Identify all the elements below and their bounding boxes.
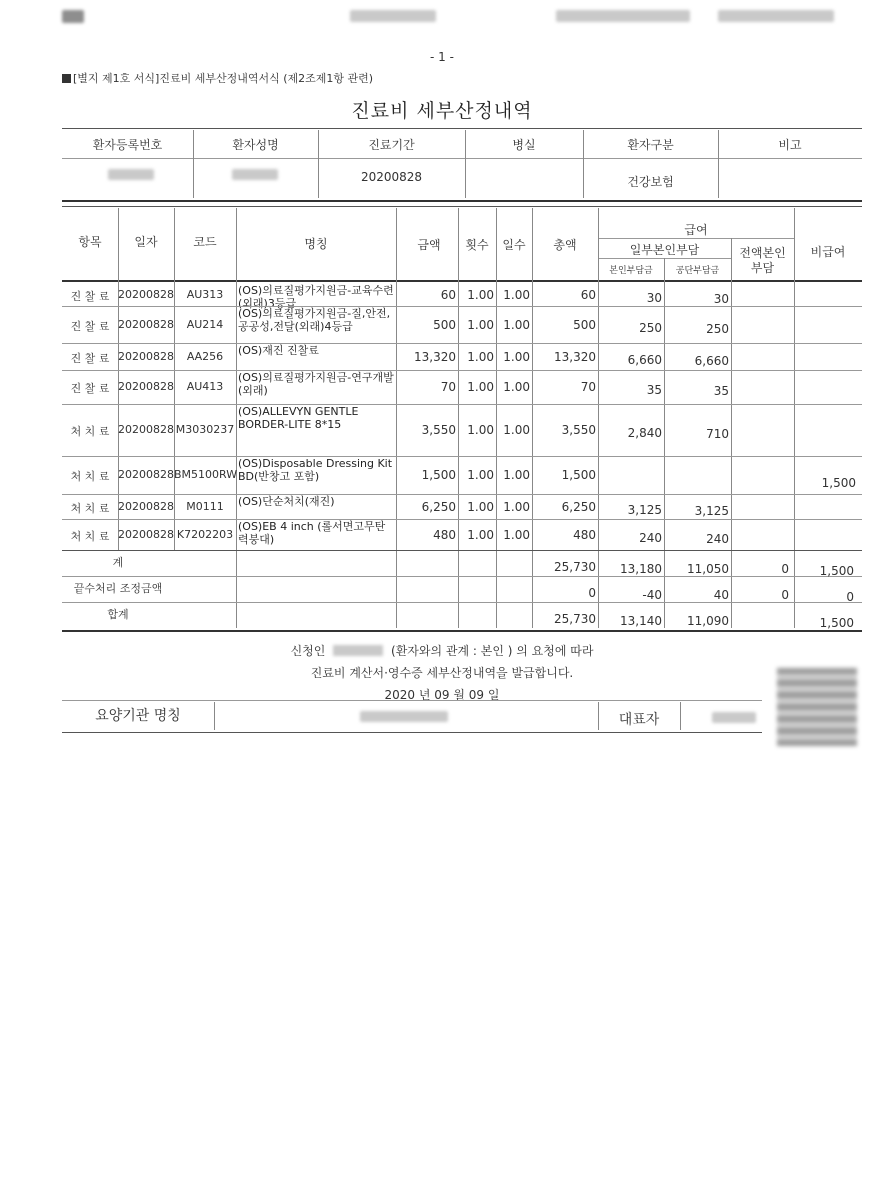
row-name: (OS)의료질평가지원금-질,안전,공공성,전달(외래)4등급: [238, 307, 391, 333]
redacted-header-4: [718, 10, 834, 22]
row-item: 처 치 료: [70, 470, 110, 483]
redacted-reg-no: [108, 169, 154, 180]
category-label: 환자구분: [627, 138, 674, 152]
form-reference: [62, 70, 373, 86]
applicant-suffix: (환자와의 관계 : 본인 ) 의 요청에 따라: [391, 644, 594, 658]
representative-label: 대표자: [618, 712, 660, 728]
totals-non-insured: 1,500: [819, 616, 854, 630]
row-public-pay: 250: [706, 321, 729, 336]
row-count: 1.00: [467, 423, 494, 437]
square-bullet-icon: [62, 74, 71, 83]
row-days: 1.00: [503, 468, 530, 482]
redacted-seal-stamp: [777, 668, 857, 746]
col-full-self: 전액본인: [739, 246, 786, 260]
row-days: 1.00: [503, 287, 530, 302]
page-number: - 1 -: [430, 50, 454, 64]
col-count: 횟수: [465, 238, 489, 252]
col-date: 일자: [134, 235, 158, 249]
row-public-pay: 710: [706, 427, 729, 441]
row-name: (OS)의료질평가지원금-교육수련(외래)3등급: [238, 284, 394, 310]
col-total: 총액: [553, 238, 577, 252]
row-public-pay: 6,660: [694, 353, 729, 368]
row-count: 1.00: [467, 468, 494, 482]
redacted-representative: [712, 712, 756, 723]
row-days: 1.00: [503, 349, 530, 364]
row-name: (OS)Disposable Dressing Kit BD(반창고 포함): [238, 457, 393, 483]
row-code: AU313: [186, 287, 224, 301]
row-divider: [62, 343, 862, 344]
row-self-pay: 30: [646, 290, 662, 305]
row-item: 진 찰 료: [70, 351, 110, 365]
row-code: AU214: [186, 317, 224, 331]
row-self-pay: 240: [639, 530, 662, 545]
redacted-patient-name: [232, 169, 278, 180]
row-divider: [62, 404, 862, 405]
row-date: 20200828: [118, 499, 174, 513]
row-divider: [62, 456, 862, 457]
redacted-header-2: [350, 10, 436, 22]
row-item: 처 치 료: [70, 501, 110, 515]
row-days: 1.00: [503, 423, 530, 437]
row-divider: [62, 519, 862, 520]
col-non-insured: 비급여: [810, 245, 846, 259]
row-self-pay: 6,660: [627, 352, 662, 367]
remark-label: 비고: [778, 138, 802, 152]
row-count: 1.00: [467, 527, 494, 542]
row-date: 20200828: [118, 349, 174, 363]
col-full-self-2: 부담: [750, 261, 775, 275]
totals-total: 25,730: [554, 612, 596, 626]
row-public-pay: 240: [706, 531, 729, 546]
row-public-pay: 30: [713, 291, 729, 306]
col-item: 항목: [78, 235, 102, 249]
reg-no-label: 환자등록번호: [92, 138, 163, 152]
row-non-insured: 1,500: [821, 476, 856, 490]
totals-non-insured: 1,500: [819, 564, 854, 578]
totals-non-insured: 0: [846, 590, 854, 604]
row-code: K7202203: [176, 527, 234, 541]
row-days: 1.00: [503, 380, 530, 394]
row-code: BM5100RW: [174, 468, 238, 481]
row-date: 20200828: [118, 380, 174, 393]
col-days: 일수: [502, 238, 526, 252]
row-amount: 1,500: [421, 468, 456, 482]
row-date: 20200828: [118, 287, 174, 301]
totals-self-pay: -40: [642, 588, 662, 602]
row-name: (OS)의료질평가지원금-연구개발(외래): [238, 371, 394, 397]
row-self-pay: 2,840: [627, 426, 662, 440]
row-date: 20200828: [118, 423, 174, 436]
row-date: 20200828: [118, 317, 174, 331]
totals-total: 0: [588, 586, 596, 600]
row-date: 20200828: [118, 527, 174, 541]
row-total: 3,550: [561, 423, 596, 437]
row-count: 1.00: [467, 317, 494, 332]
col-self-pay: 본인부담금: [609, 266, 653, 276]
row-public-pay: 3,125: [694, 503, 729, 518]
row-amount: 60: [440, 287, 456, 302]
applicant-prefix: 신청인: [290, 644, 326, 658]
row-count: 1.00: [467, 380, 494, 394]
row-total: 6,250: [561, 499, 596, 514]
row-item: 진 찰 료: [70, 289, 110, 303]
period-label: 진료기간: [368, 138, 415, 152]
row-item: 진 찰 료: [70, 382, 110, 395]
totals-full-self: 0: [781, 562, 789, 576]
row-total: 60: [580, 287, 596, 302]
row-item: 처 치 료: [70, 425, 110, 438]
totals-full-self: 0: [781, 588, 789, 602]
row-code: AA256: [186, 349, 224, 363]
row-amount: 70: [440, 380, 456, 394]
document-title: 진료비 세부산정내역: [351, 100, 533, 122]
row-name: (OS)단순처치(재진): [238, 495, 335, 508]
applicant-line: [0, 642, 884, 659]
row-total: 70: [580, 380, 596, 394]
row-count: 1.00: [467, 287, 494, 302]
row-item: 처 치 료: [70, 529, 110, 543]
col-public-pay: 공단부담금: [675, 266, 720, 276]
row-days: 1.00: [503, 527, 530, 542]
issue-date: 2020 년 09 월 09 일: [384, 688, 500, 702]
row-self-pay: 3,125: [627, 502, 662, 517]
col-amount: 금액: [417, 238, 441, 252]
row-total: 13,320: [554, 349, 596, 364]
row-self-pay: 35: [646, 383, 662, 397]
col-insured: 급여: [684, 223, 708, 237]
row-name: (OS)EB 4 inch (롤서면고무탄력붕대): [238, 520, 386, 546]
row-amount: 480: [433, 527, 456, 542]
row-name: (OS)재진 진찰료: [238, 344, 319, 357]
col-copay: 일부본인부담: [629, 243, 700, 257]
period-value: 20200828: [360, 170, 423, 184]
totals-total: 25,730: [554, 560, 596, 574]
totals-label: 끝수처리 조정금액: [73, 582, 163, 595]
form-reference-text: [별지 제1호 서식]진료비 세부산정내역서식 (제2조제1항 관련): [73, 72, 374, 85]
row-amount: 3,550: [421, 423, 456, 437]
totals-label: 합계: [107, 608, 129, 621]
patient-name-label: 환자성명: [232, 138, 279, 152]
row-count: 1.00: [467, 499, 494, 514]
row-count: 1.00: [467, 349, 494, 364]
row-divider: [62, 306, 862, 307]
row-divider: [62, 494, 862, 495]
row-self-pay: 250: [639, 320, 662, 335]
row-item: 진 찰 료: [70, 319, 110, 333]
col-code: 코드: [193, 235, 217, 249]
category-value: 건강보험: [627, 175, 674, 189]
row-amount: 13,320: [414, 349, 456, 364]
row-amount: 500: [433, 317, 456, 332]
row-amount: 6,250: [421, 499, 456, 514]
row-total: 480: [573, 527, 596, 542]
totals-public-pay: 11,050: [687, 562, 729, 576]
row-public-pay: 35: [713, 384, 729, 398]
totals-self-pay: 13,140: [620, 614, 662, 628]
redacted-applicant: [333, 645, 383, 656]
row-code: M0111: [186, 499, 224, 513]
row-code: AU413: [186, 380, 224, 393]
redacted-header-3: [556, 10, 690, 22]
row-name: (OS)ALLEVYN GENTLE BORDER-LITE 8*15: [238, 405, 359, 431]
row-total: 500: [573, 317, 596, 332]
row-date: 20200828: [118, 468, 174, 481]
row-days: 1.00: [503, 317, 530, 332]
totals-label: 계: [112, 556, 124, 569]
room-label: 병실: [512, 138, 536, 152]
col-name: 명칭: [304, 237, 328, 251]
row-total: 1,500: [561, 468, 596, 482]
row-divider: [62, 370, 862, 371]
row-code: M3030237: [175, 423, 235, 436]
totals-public-pay: 40: [713, 588, 729, 602]
institution-label: 요양기관 명칭: [95, 708, 181, 724]
issue-line: 진료비 계산서·영수증 세부산정내역을 발급합니다.: [310, 666, 574, 680]
totals-public-pay: 11,090: [687, 614, 729, 628]
redacted-institution: [360, 711, 448, 722]
row-days: 1.00: [503, 499, 530, 514]
totals-self-pay: 13,180: [620, 562, 662, 576]
redacted-header-1: [62, 10, 84, 23]
